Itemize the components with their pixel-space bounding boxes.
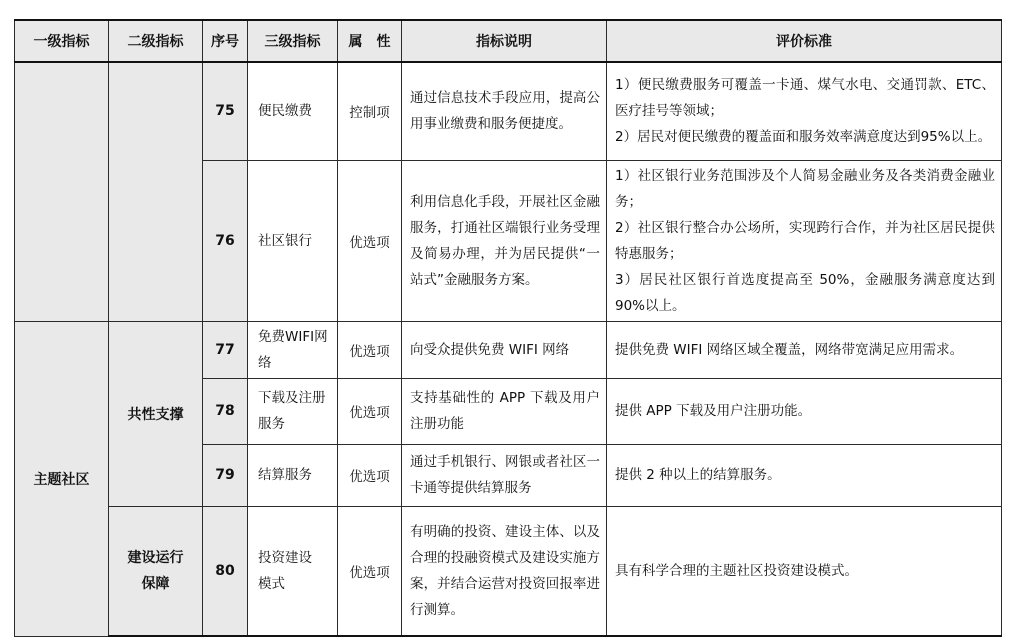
criteria-line: 1）便民缴费服务可覆盖一卡通、煤气水电、交通罚款、ETC、医疗挂号等领域；: [615, 77, 995, 120]
description-text: 有明确的投资、建设主体、以及合理的投融资模式及建设实施方案，并结合运营对投资回报率进行测算。: [410, 523, 600, 618]
level3-cell: [248, 62, 338, 160]
criteria-cell: [607, 506, 1002, 636]
level3-cell: [248, 160, 338, 321]
header-level3: 三级指标: [248, 20, 338, 62]
indicator-table: [14, 19, 1002, 637]
header-level2: 二级指标: [109, 20, 203, 62]
level3-cell: [248, 321, 338, 378]
table-row: [15, 321, 1002, 378]
row-number: 76: [203, 160, 248, 321]
header-criteria: 评价标准: [607, 20, 1002, 62]
criteria-line: 具有科学合理的主题社区投资建设模式。: [615, 562, 858, 579]
level3-name: 结算服务: [258, 467, 312, 483]
level1-cell-main: 主题社区: [15, 321, 109, 636]
level1-cell-top: [15, 62, 109, 321]
description-text: 通过手机银行、网银或者社区一卡通等提供结算服务: [410, 454, 600, 496]
description-text: 支持基础性的 APP 下载及用户注册功能: [410, 390, 600, 432]
description-cell: [402, 444, 607, 506]
description-cell: [402, 160, 607, 321]
attribute-cell: 优选项: [338, 506, 402, 636]
criteria-cell: [607, 62, 1002, 160]
row-number: 78: [203, 378, 248, 444]
row-number: 77: [203, 321, 248, 378]
description-text: 向受众提供免费 WIFI 网络: [410, 341, 570, 358]
level3-name: 免费WIFI网络: [258, 328, 328, 371]
level3-cell: [248, 444, 338, 506]
level3-cell: [248, 506, 338, 636]
level2-construct-label: 建设运行保障: [127, 549, 184, 592]
criteria-cell: [607, 160, 1002, 321]
table-row: [15, 62, 1002, 160]
header-description: 指标说明: [402, 20, 607, 62]
description-text: 通过信息技术手段应用，提高公用事业缴费和服务便捷度。: [410, 90, 600, 133]
level2-cell-common: 共性支撑: [109, 321, 203, 506]
level3-cell: [248, 378, 338, 444]
header-number: 序号: [203, 20, 248, 62]
description-cell: [402, 506, 607, 636]
criteria-line: 3）居民社区银行首选度提高至 50%，金融服务满意度达到90%以上。: [615, 271, 995, 314]
criteria-line: 提供 APP 下载及用户注册功能。: [615, 403, 812, 419]
level3-name: 投资建设模式: [258, 549, 312, 592]
table-row: [15, 506, 1002, 636]
criteria-line: 1）社区银行业务范围涉及个人简易金融业务及各类消费金融业务；: [615, 167, 995, 210]
description-cell: [402, 62, 607, 160]
level2-cell-construct: [109, 506, 203, 636]
attribute-cell: 优选项: [338, 160, 402, 321]
attribute-cell: 优选项: [338, 321, 402, 378]
row-number: 80: [203, 506, 248, 636]
criteria-line: 提供 2 种以上的结算服务。: [615, 467, 781, 483]
row-number: 79: [203, 444, 248, 506]
level3-name: 下载及注册服务: [258, 390, 326, 432]
attribute-cell: 控制项: [338, 62, 402, 160]
header-level1: 一级指标: [15, 20, 109, 62]
row-number: 75: [203, 62, 248, 160]
attribute-cell: 优选项: [338, 378, 402, 444]
description-cell: [402, 378, 607, 444]
criteria-cell: [607, 378, 1002, 444]
criteria-line: 2）社区银行整合办公场所，实现跨行合作，并为社区居民提供特惠服务；: [615, 219, 995, 262]
header-attribute: 属 性: [338, 20, 402, 62]
description-cell: [402, 321, 607, 378]
criteria-cell: [607, 321, 1002, 378]
level3-name: 便民缴费: [258, 103, 312, 120]
attribute-cell: 优选项: [338, 444, 402, 506]
criteria-line: 2）居民对便民缴费的覆盖面和服务效率满意度达到95%以上。: [615, 129, 992, 146]
level2-cell-top: [109, 62, 203, 321]
header-row: [15, 20, 1002, 62]
level3-name: 社区银行: [258, 232, 312, 249]
description-text: 利用信息化手段，开展社区金融服务，打通社区端银行业务受理及简易办理，并为居民提供“一站式”金融服务方案。: [410, 193, 600, 288]
criteria-line: 提供免费 WIFI 网络区域全覆盖，网络带宽满足应用需求。: [615, 341, 964, 358]
criteria-cell: [607, 444, 1002, 506]
